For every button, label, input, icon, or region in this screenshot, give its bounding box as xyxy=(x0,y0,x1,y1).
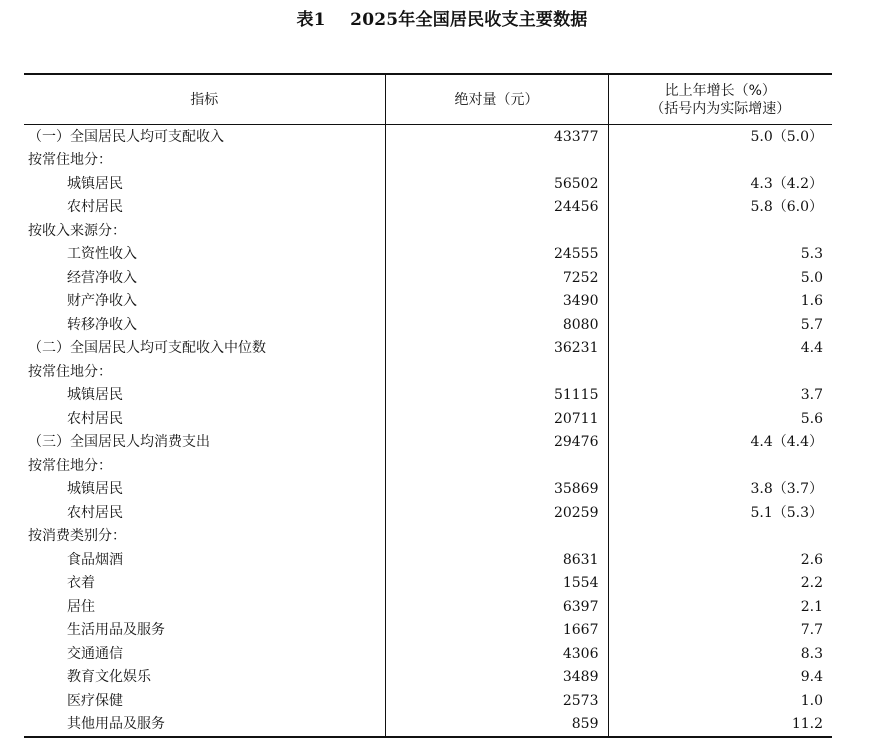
row-absolute-value: 24456 xyxy=(385,196,608,220)
table-row xyxy=(24,431,832,455)
table-header xyxy=(24,74,832,125)
table-row xyxy=(24,619,832,643)
table-row xyxy=(24,149,832,173)
row-growth: 11.2 xyxy=(608,713,832,738)
row-indicator: 交通通信 xyxy=(67,645,123,662)
row-absolute-value: 1554 xyxy=(385,572,608,596)
row-absolute-value xyxy=(385,525,608,549)
table-row xyxy=(24,266,832,290)
table-body xyxy=(24,125,832,738)
table-row xyxy=(24,407,832,431)
row-absolute-value xyxy=(385,454,608,478)
row-indicator: 城镇居民 xyxy=(67,387,123,404)
row-growth: 2.6 xyxy=(608,548,832,572)
row-absolute-value: 29476 xyxy=(385,431,608,455)
row-indicator: 经营净收入 xyxy=(67,269,137,286)
table-row xyxy=(24,172,832,196)
table-row xyxy=(24,689,832,713)
row-growth: 3.8（3.7） xyxy=(608,478,832,502)
row-absolute-value: 3490 xyxy=(385,290,608,314)
table-row xyxy=(24,595,832,619)
header-indicator: 指标 xyxy=(190,91,219,108)
row-growth xyxy=(608,360,832,384)
row-indicator: 按收入来源分： xyxy=(28,222,126,239)
row-indicator: 农村居民 xyxy=(67,410,123,427)
table-row xyxy=(24,713,832,738)
row-absolute-value: 35869 xyxy=(385,478,608,502)
row-absolute-value xyxy=(385,360,608,384)
row-growth: 2.2 xyxy=(608,572,832,596)
row-growth xyxy=(608,219,832,243)
table-row xyxy=(24,525,832,549)
row-indicator: 工资性收入 xyxy=(67,246,137,263)
row-indicator: 按消费类别分： xyxy=(28,528,126,545)
table-row xyxy=(24,219,832,243)
header-growth-line1: 比上年增长（%） xyxy=(664,82,776,99)
row-indicator: 食品烟酒 xyxy=(67,551,123,568)
table-row xyxy=(24,548,832,572)
row-growth: 5.0 xyxy=(608,266,832,290)
row-absolute-value: 20711 xyxy=(385,407,608,431)
table-row xyxy=(24,290,832,314)
row-growth xyxy=(608,525,832,549)
row-growth: 5.0（5.0） xyxy=(608,125,832,149)
row-growth: 9.4 xyxy=(608,666,832,690)
row-indicator: 转移净收入 xyxy=(67,316,137,333)
row-growth xyxy=(608,454,832,478)
row-growth: 1.0 xyxy=(608,689,832,713)
row-growth: 7.7 xyxy=(608,619,832,643)
row-indicator: 生活用品及服务 xyxy=(67,622,165,639)
table-row xyxy=(24,642,832,666)
row-growth: 2.1 xyxy=(608,595,832,619)
header-growth xyxy=(608,74,832,125)
row-indicator: 按常住地分： xyxy=(28,363,112,380)
row-indicator: 农村居民 xyxy=(67,504,123,521)
table-row xyxy=(24,501,832,525)
row-indicator: （一）全国居民人均可支配收入 xyxy=(28,128,224,145)
table-title: 表1 2025年全国居民收支主要数据 xyxy=(296,10,588,30)
row-absolute-value: 20259 xyxy=(385,501,608,525)
row-absolute-value: 8631 xyxy=(385,548,608,572)
row-absolute-value: 1667 xyxy=(385,619,608,643)
row-indicator: 按常住地分： xyxy=(28,152,112,169)
header-absolute-value: 绝对量（元） xyxy=(385,74,608,125)
table-row xyxy=(24,384,832,408)
table-row xyxy=(24,360,832,384)
row-growth: 4.4（4.4） xyxy=(608,431,832,455)
row-absolute-value: 859 xyxy=(385,713,608,738)
row-indicator: （二）全国居民人均可支配收入中位数 xyxy=(28,340,266,357)
row-indicator: 城镇居民 xyxy=(67,175,123,192)
row-growth: 8.3 xyxy=(608,642,832,666)
row-absolute-value: 36231 xyxy=(385,337,608,361)
row-indicator: 农村居民 xyxy=(67,199,123,216)
row-absolute-value: 43377 xyxy=(385,125,608,149)
row-absolute-value: 4306 xyxy=(385,642,608,666)
row-indicator: 城镇居民 xyxy=(67,481,123,498)
row-absolute-value: 3489 xyxy=(385,666,608,690)
row-indicator: 按常住地分： xyxy=(28,457,112,474)
row-absolute-value: 51115 xyxy=(385,384,608,408)
row-growth: 1.6 xyxy=(608,290,832,314)
row-growth: 4.3（4.2） xyxy=(608,172,832,196)
row-growth: 5.3 xyxy=(608,243,832,267)
row-absolute-value: 8080 xyxy=(385,313,608,337)
table-row xyxy=(24,243,832,267)
table-row xyxy=(24,313,832,337)
table-row xyxy=(24,572,832,596)
table-row xyxy=(24,196,832,220)
income-expenditure-table xyxy=(24,73,832,738)
row-absolute-value: 2573 xyxy=(385,689,608,713)
header-row xyxy=(24,74,832,125)
row-indicator: （三）全国居民人均消费支出 xyxy=(28,434,210,451)
row-absolute-value xyxy=(385,149,608,173)
row-absolute-value: 56502 xyxy=(385,172,608,196)
row-indicator: 医疗保健 xyxy=(67,692,123,709)
table-row xyxy=(24,337,832,361)
row-absolute-value: 24555 xyxy=(385,243,608,267)
row-indicator: 其他用品及服务 xyxy=(67,716,165,733)
row-absolute-value: 6397 xyxy=(385,595,608,619)
header-growth-line2: （括号内为实际增速） xyxy=(650,100,791,117)
row-indicator: 财产净收入 xyxy=(67,293,137,310)
income-expenditure-table-container xyxy=(24,73,832,738)
table-row xyxy=(24,454,832,478)
table-row xyxy=(24,125,832,149)
row-indicator: 居住 xyxy=(67,598,95,615)
row-growth: 5.7 xyxy=(608,313,832,337)
row-growth xyxy=(608,149,832,173)
row-growth: 5.6 xyxy=(608,407,832,431)
table-row xyxy=(24,478,832,502)
table-row xyxy=(24,666,832,690)
row-indicator: 衣着 xyxy=(67,575,95,592)
row-growth: 5.8（6.0） xyxy=(608,196,832,220)
row-indicator: 教育文化娱乐 xyxy=(67,669,151,686)
row-growth: 4.4 xyxy=(608,337,832,361)
row-growth: 3.7 xyxy=(608,384,832,408)
row-absolute-value xyxy=(385,219,608,243)
row-absolute-value: 7252 xyxy=(385,266,608,290)
row-growth: 5.1（5.3） xyxy=(608,501,832,525)
